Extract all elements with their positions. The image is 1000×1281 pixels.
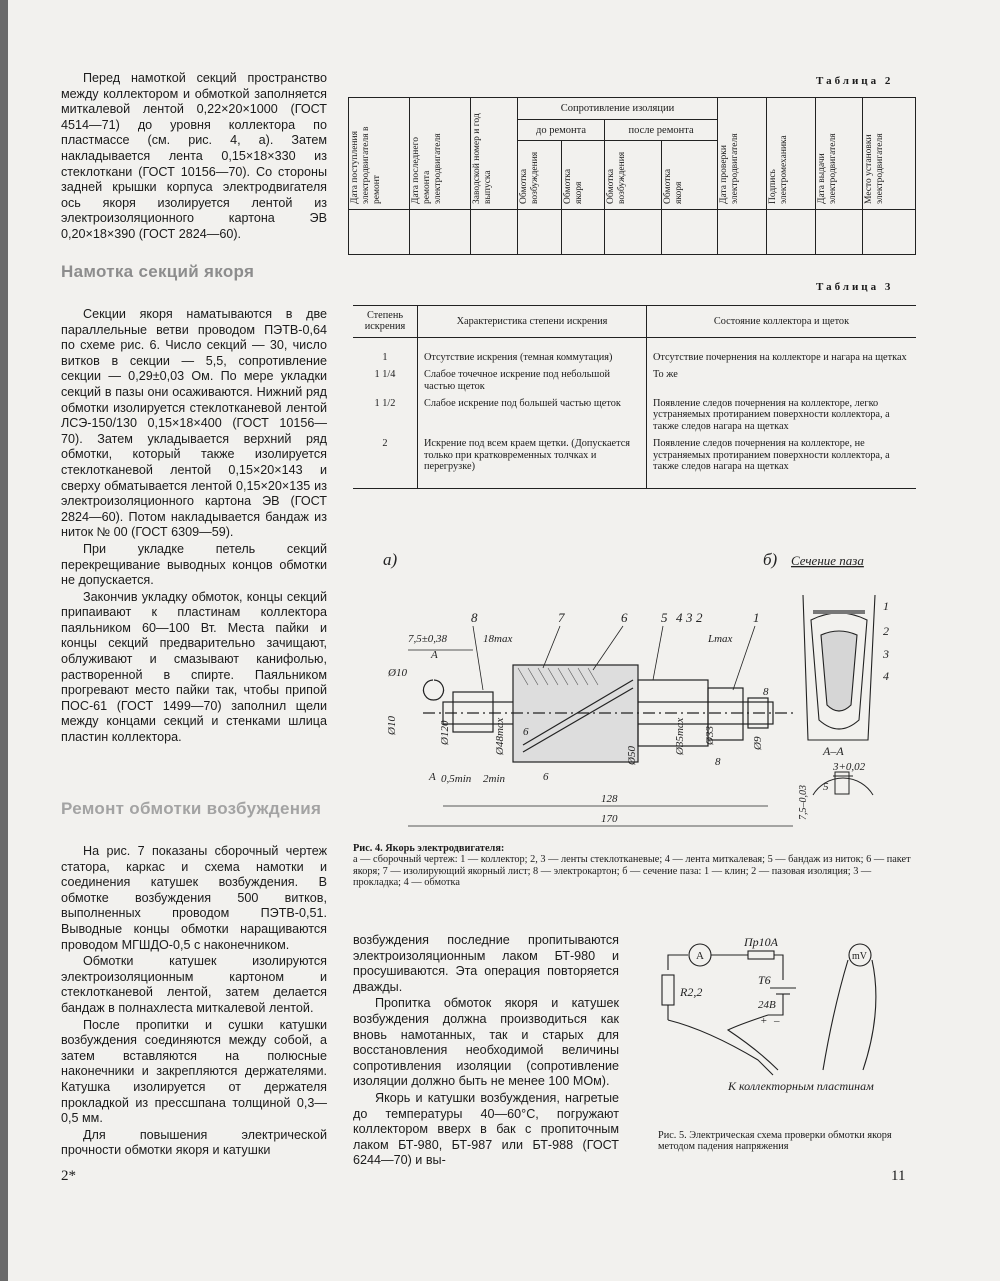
table-subheader: до ремонта xyxy=(518,120,605,140)
dimension-label: 18max xyxy=(483,633,513,645)
part-number: 3 xyxy=(686,610,693,625)
dimension-label: Ø48max xyxy=(494,717,506,755)
dimension-label: Ø10 xyxy=(386,716,398,735)
table-3 xyxy=(353,305,916,489)
left-column-2 xyxy=(61,307,327,747)
dimension-label: 2min xyxy=(483,773,505,785)
figure-5-caption: Рис. 5. Электрическая схема проверки обмотки якоря методом падения напряжения xyxy=(658,1130,892,1153)
page-number: 11 xyxy=(891,1168,906,1184)
table-cell: 1 1/4 xyxy=(374,369,396,381)
dimension-label: Ø35max xyxy=(674,717,686,755)
table-header: Дата поступления электродвигателя в ремонт xyxy=(350,126,382,204)
paragraph: Якорь и катушки возбуждения, нагретые до температуры 40—60°С, погружают коллектором вверх в бак с пропиточным лаком БТ-980, БТ-987 или БТ-988 (ГОСТ 6244—70) и вы- xyxy=(353,1090,619,1168)
dimension-label: 7,5±0,38 xyxy=(408,633,448,645)
paragraph: Секции якоря наматываются в две параллельные ветви проводом ПЭТВ-0,64 по схеме рис. 6. Число секций — 30, число витков в секции — 5,5, сопротивление секции — 0,29±0,03 Ом. По мере укладки секций в пазы они осаживаются. Нижний ряд обмотки изолируется стеклотканевой лентой ЛСЭ-150/130 0,15×18×400 (ГОСТ 10156—70). Затем укладывается верхний ряд обмотки, который также изолируется стеклотканевой лентой 0,15×20×143 и сверху обматывается лентой 0,15×20×135 из электроизоляционного картона ЭВ (ГОСТ 2824—60). Потом накладывается бандаж из ниток № 00 (ГОСТ 6309—59). xyxy=(61,307,327,540)
table-header: Степень искрения xyxy=(353,306,418,338)
table-header: Обмотка возбуждения xyxy=(519,151,540,204)
figure-label-a: а) xyxy=(383,550,398,569)
armature-body xyxy=(423,665,793,762)
voltage-label: 24В xyxy=(758,999,776,1011)
left-column-3 xyxy=(61,844,327,1160)
table-header: Обмотка якоря xyxy=(662,168,684,204)
table-header: Дата проверки электродвигателя xyxy=(719,132,740,204)
ammeter-label: A xyxy=(696,950,704,962)
table-row xyxy=(353,435,916,489)
section-heading: Ремонт обмотки возбуждения xyxy=(61,799,322,818)
paragraph: При укладке петель секций перекрещивание выводных концов обмотки не допускается. xyxy=(61,541,327,588)
table-cell: 1 1/2 xyxy=(374,398,396,410)
part-number: 2 xyxy=(696,610,703,625)
part-number: 1 xyxy=(883,599,889,613)
table-header: Место установки электродвигателя xyxy=(864,132,885,204)
part-number: 1 xyxy=(753,610,760,625)
paragraph: На рис. 7 показаны сборочный чертеж статора, каркас и схема намотки и соединения катушек возбуждения. В обмотке возбуждения 500 витков, выполненных проводом ПЭТВ-0,51. Выводные концы обмотки наращиваются проводом МГШДО-0,5 с наконечником. xyxy=(61,844,327,952)
plus-sign: + xyxy=(760,1015,768,1027)
dimension-label: 128 xyxy=(601,793,618,805)
caption-title: Рис. 4. Якорь электродвигателя: xyxy=(353,843,505,854)
dimension-label: 0,5min xyxy=(441,773,472,785)
slot-section xyxy=(803,595,875,740)
page xyxy=(8,0,1000,1281)
table-cell: Отсутствие почернения на коллекторе и нагара на щетках xyxy=(647,337,917,366)
slot-section-numbers xyxy=(882,599,889,683)
table-row xyxy=(353,337,916,366)
table-header: Заводской номер и год выпуска xyxy=(472,112,493,204)
paragraph: Перед намоткой секций пространство между коллектором и обмоткой заполняется миткалевой лентой 0,22×20×1000 (ГОСТ 4514—71) до уровня коллектора по пластмассе (см. рис. 4, а). Затем накладывается лента 0,15×18×330 из стеклоткани (ГОСТ 10156—70). Со стороны задней крышки корпуса электродвигателя ось якоря изолируется лентой из электроизоляционного картона ЭВ 0,20×18×390 (ГОСТ 2824—60). xyxy=(61,71,327,241)
figure-label-b: б) xyxy=(763,550,778,569)
dimension-label: Ø10 xyxy=(388,667,407,679)
part-number: 7 xyxy=(558,610,565,625)
table-cell: Появление следов почернения на коллекторе, не устраняемых протиранием поверхности коллектора, а также следов нагара на щетках xyxy=(647,435,917,489)
paragraph: Закончив укладку обмоток, концы секций припаивают к пластинам коллектора паяльником 60—100 Вт. Места пайки и концы секций предварительно зачищают, облуживают и смазывают канифолью, растворенной в спирте. Паяльником прогревают место пайки так, чтобы припой ПОС-61 (ГОСТ 1499—70) заполнил щели между концами секций и стенками шлица пластин коллектора. xyxy=(61,589,327,745)
resistor-label: R2,2 xyxy=(680,985,703,999)
table-row xyxy=(349,210,916,255)
part-number: 4 xyxy=(676,610,683,625)
part-number: 4 xyxy=(883,669,889,683)
dimension-label: 6 xyxy=(543,771,549,783)
table-cell: 1 xyxy=(382,351,388,363)
table-cell: Появление следов почернения на коллекторе, легко устраняемых протиранием поверхности коллектора, а также следов нагара на щетках xyxy=(647,395,917,435)
part-number: 8 xyxy=(471,610,478,625)
table-2 xyxy=(348,97,916,255)
table-caption: Таблица 2 xyxy=(816,75,894,87)
table-subheader: после ремонта xyxy=(605,120,718,140)
paragraph: возбуждения последние пропитываются электроизоляционным лаком БТ-980 и просушиваются. Эта операция повторяется дважды. xyxy=(353,933,619,994)
table-cell: 2 xyxy=(353,435,418,489)
part-number: 5 xyxy=(661,610,668,625)
signature-mark: 2* xyxy=(61,1168,76,1184)
caption-body: а — сборочный чертеж: 1 — коллектор; 2, 3 — ленты стеклотканевые; 4 — лента миткалевая; 5 — бандаж из ниток; 6 — пакет якоря; 7 — изолирующий якорный лист; 8 — электрокартон; б — сечение паза: 1 — клин; 2 — пазовая изоляция; 3 — прокладка; 4 — обмотка xyxy=(353,854,911,889)
dimension-label: 8 xyxy=(763,686,769,698)
paragraph: Для повышения электрической прочности обмотки якоря и катушки xyxy=(61,1127,327,1158)
dimension-label: 8 xyxy=(715,756,721,768)
table-header: Дата последнего ремонта электродвигателя xyxy=(411,132,443,204)
battery-label: Т6 xyxy=(758,973,771,987)
keyway-detail xyxy=(813,772,873,795)
table-header: Подпись электромеханика xyxy=(768,134,789,204)
dimension-label: Ø33 xyxy=(704,726,716,745)
table-header: Обмотка якоря xyxy=(562,168,584,204)
table-cell: Искрение под всем краем щетки. (Допускается только при кратковременных толчках и перегрузке) xyxy=(418,435,647,489)
paragraph: Обмотки катушек изолируются электроизоляционным картоном и стеклотканевой лентой, затем делается бандаж в полнахлеста миткалевой лентой. xyxy=(61,954,327,1015)
dimension-label: 7,5–0,03 xyxy=(798,785,809,820)
figure-5-circuit xyxy=(648,920,918,1120)
dimension-label: 3+0,02 xyxy=(833,761,866,773)
dimension-label: Ø9 xyxy=(752,736,764,750)
table-header: Характеристика степени искрения xyxy=(418,306,647,338)
table-cell: То же xyxy=(647,366,917,395)
paragraph: После пропитки и сушки катушки возбуждения соединяются между собой, а затем вставляются на полюсные наконечники и закрепляются держателями. Катушка изолируется от держателя прокладкой из прессшпана толщиной 0,3—0,5 мм. xyxy=(61,1017,327,1126)
table-caption: Таблица 3 xyxy=(816,281,894,293)
dimension-label: 170 xyxy=(601,813,618,825)
dimension-label: Ø120 xyxy=(439,720,451,745)
minus-sign: – xyxy=(774,1015,780,1027)
dimension-label: 5 xyxy=(823,781,829,793)
dimension-label: A xyxy=(431,649,438,661)
figure-4-drawing xyxy=(353,540,923,840)
fuse-label: Пр10А xyxy=(744,935,778,949)
dimension-label: A xyxy=(429,771,436,783)
middle-column xyxy=(353,933,619,1170)
section-aa-label: А–А xyxy=(823,744,844,758)
dimension-label: Ø50 xyxy=(626,746,638,765)
table-header: Обмотка возбуждения xyxy=(606,151,628,204)
table-row xyxy=(353,395,916,435)
part-number: 6 xyxy=(621,610,628,625)
collector-note: К коллекторным пластинам xyxy=(728,1079,874,1093)
section-title: Сечение паза xyxy=(791,553,864,568)
part-number: 3 xyxy=(883,647,889,661)
dimension-label: 6 xyxy=(523,726,529,738)
dimension-label: Lmax xyxy=(708,633,733,645)
section-heading: Намотка секций якоря xyxy=(61,262,255,281)
table-cell: Слабое точечное искрение под небольшой частью щеток xyxy=(418,366,647,395)
paragraph: Пропитка обмоток якоря и катушек возбуждения должна производиться как вновь намотанных, так и старых для восстановления необходимой величины сопротивления изоляции (сопротивление изоляции должно быть не менее 100 МОм). xyxy=(353,996,619,1089)
part-number: 2 xyxy=(883,624,889,638)
table-header: Дата выдачи электродвигателя xyxy=(817,132,838,204)
table-row xyxy=(353,366,916,395)
figure-4-caption xyxy=(353,843,913,889)
part-numbers xyxy=(471,610,760,625)
millivoltmeter-label: mV xyxy=(852,951,867,962)
left-column xyxy=(61,71,327,244)
table-header: Состояние коллектора и щеток xyxy=(647,306,917,338)
table-group-header: Сопротивление изоляции xyxy=(518,98,718,120)
table-cell: Отсутствие искрения (темная коммутация) xyxy=(418,337,647,366)
table-cell: Слабое искрение под большей частью щеток xyxy=(418,395,647,435)
